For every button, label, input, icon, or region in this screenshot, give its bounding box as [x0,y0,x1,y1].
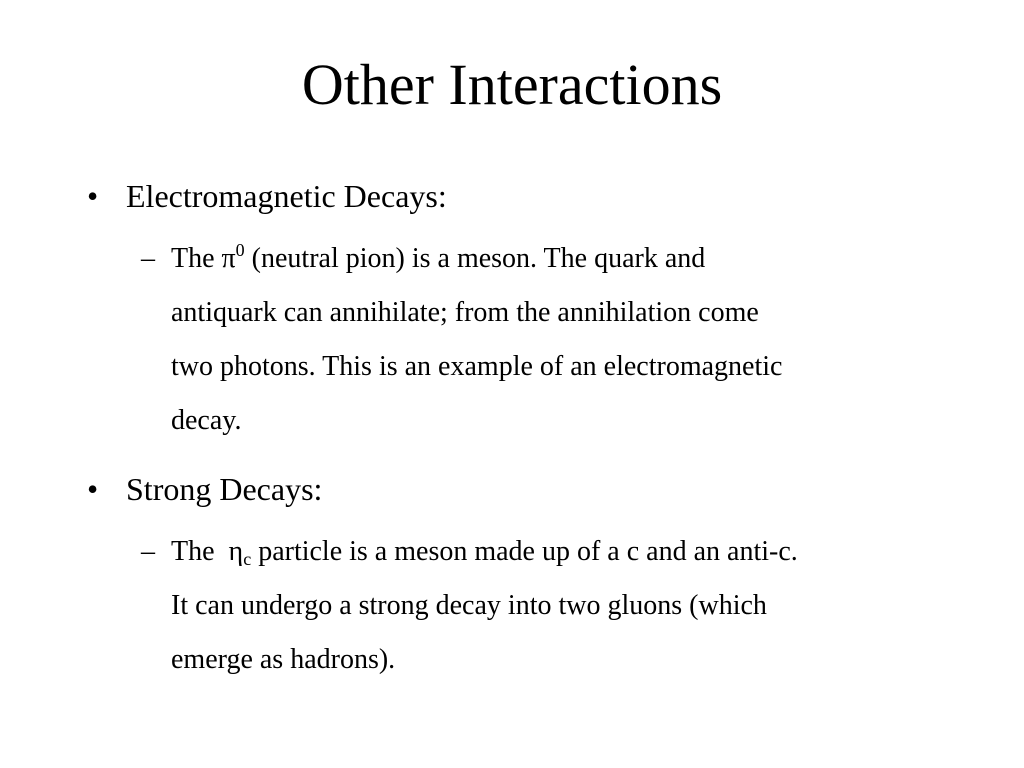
sub-line [171,232,961,286]
sub-line: It can undergo a strong decay into two gluons (which [171,590,767,621]
sub-line: antiquark can annihilate; from the annihilation come [171,297,759,328]
sub-dash: – [141,536,155,567]
sub-line: decay. [171,405,242,436]
slide-title: Other Interactions [301,52,723,117]
bullet-marker: • [87,471,99,507]
subscript-c: c [243,549,252,569]
superscript-zero: 0 [235,240,245,260]
line-text: particle is a meson made up of a c and an anti-c. [251,536,798,567]
sub-line: emerge as hadrons). [171,644,396,675]
line-text: (neutral pion) is a meson. The quark and [244,243,706,274]
bullet-label: Electromagnetic Decays: [126,178,447,214]
line-text: The [171,536,229,567]
sub-line: two photons. This is an example of an electromagnetic [171,351,783,382]
sub-line [171,525,961,579]
sub-dash: – [141,243,155,274]
bullet-label: Strong Decays: [126,471,323,507]
line-text: The [171,243,222,274]
sub-body [171,232,961,448]
eta-symbol: η [228,536,244,567]
sub-body [171,525,961,687]
bullet-marker: • [87,178,99,214]
pi-symbol: π [221,243,236,274]
